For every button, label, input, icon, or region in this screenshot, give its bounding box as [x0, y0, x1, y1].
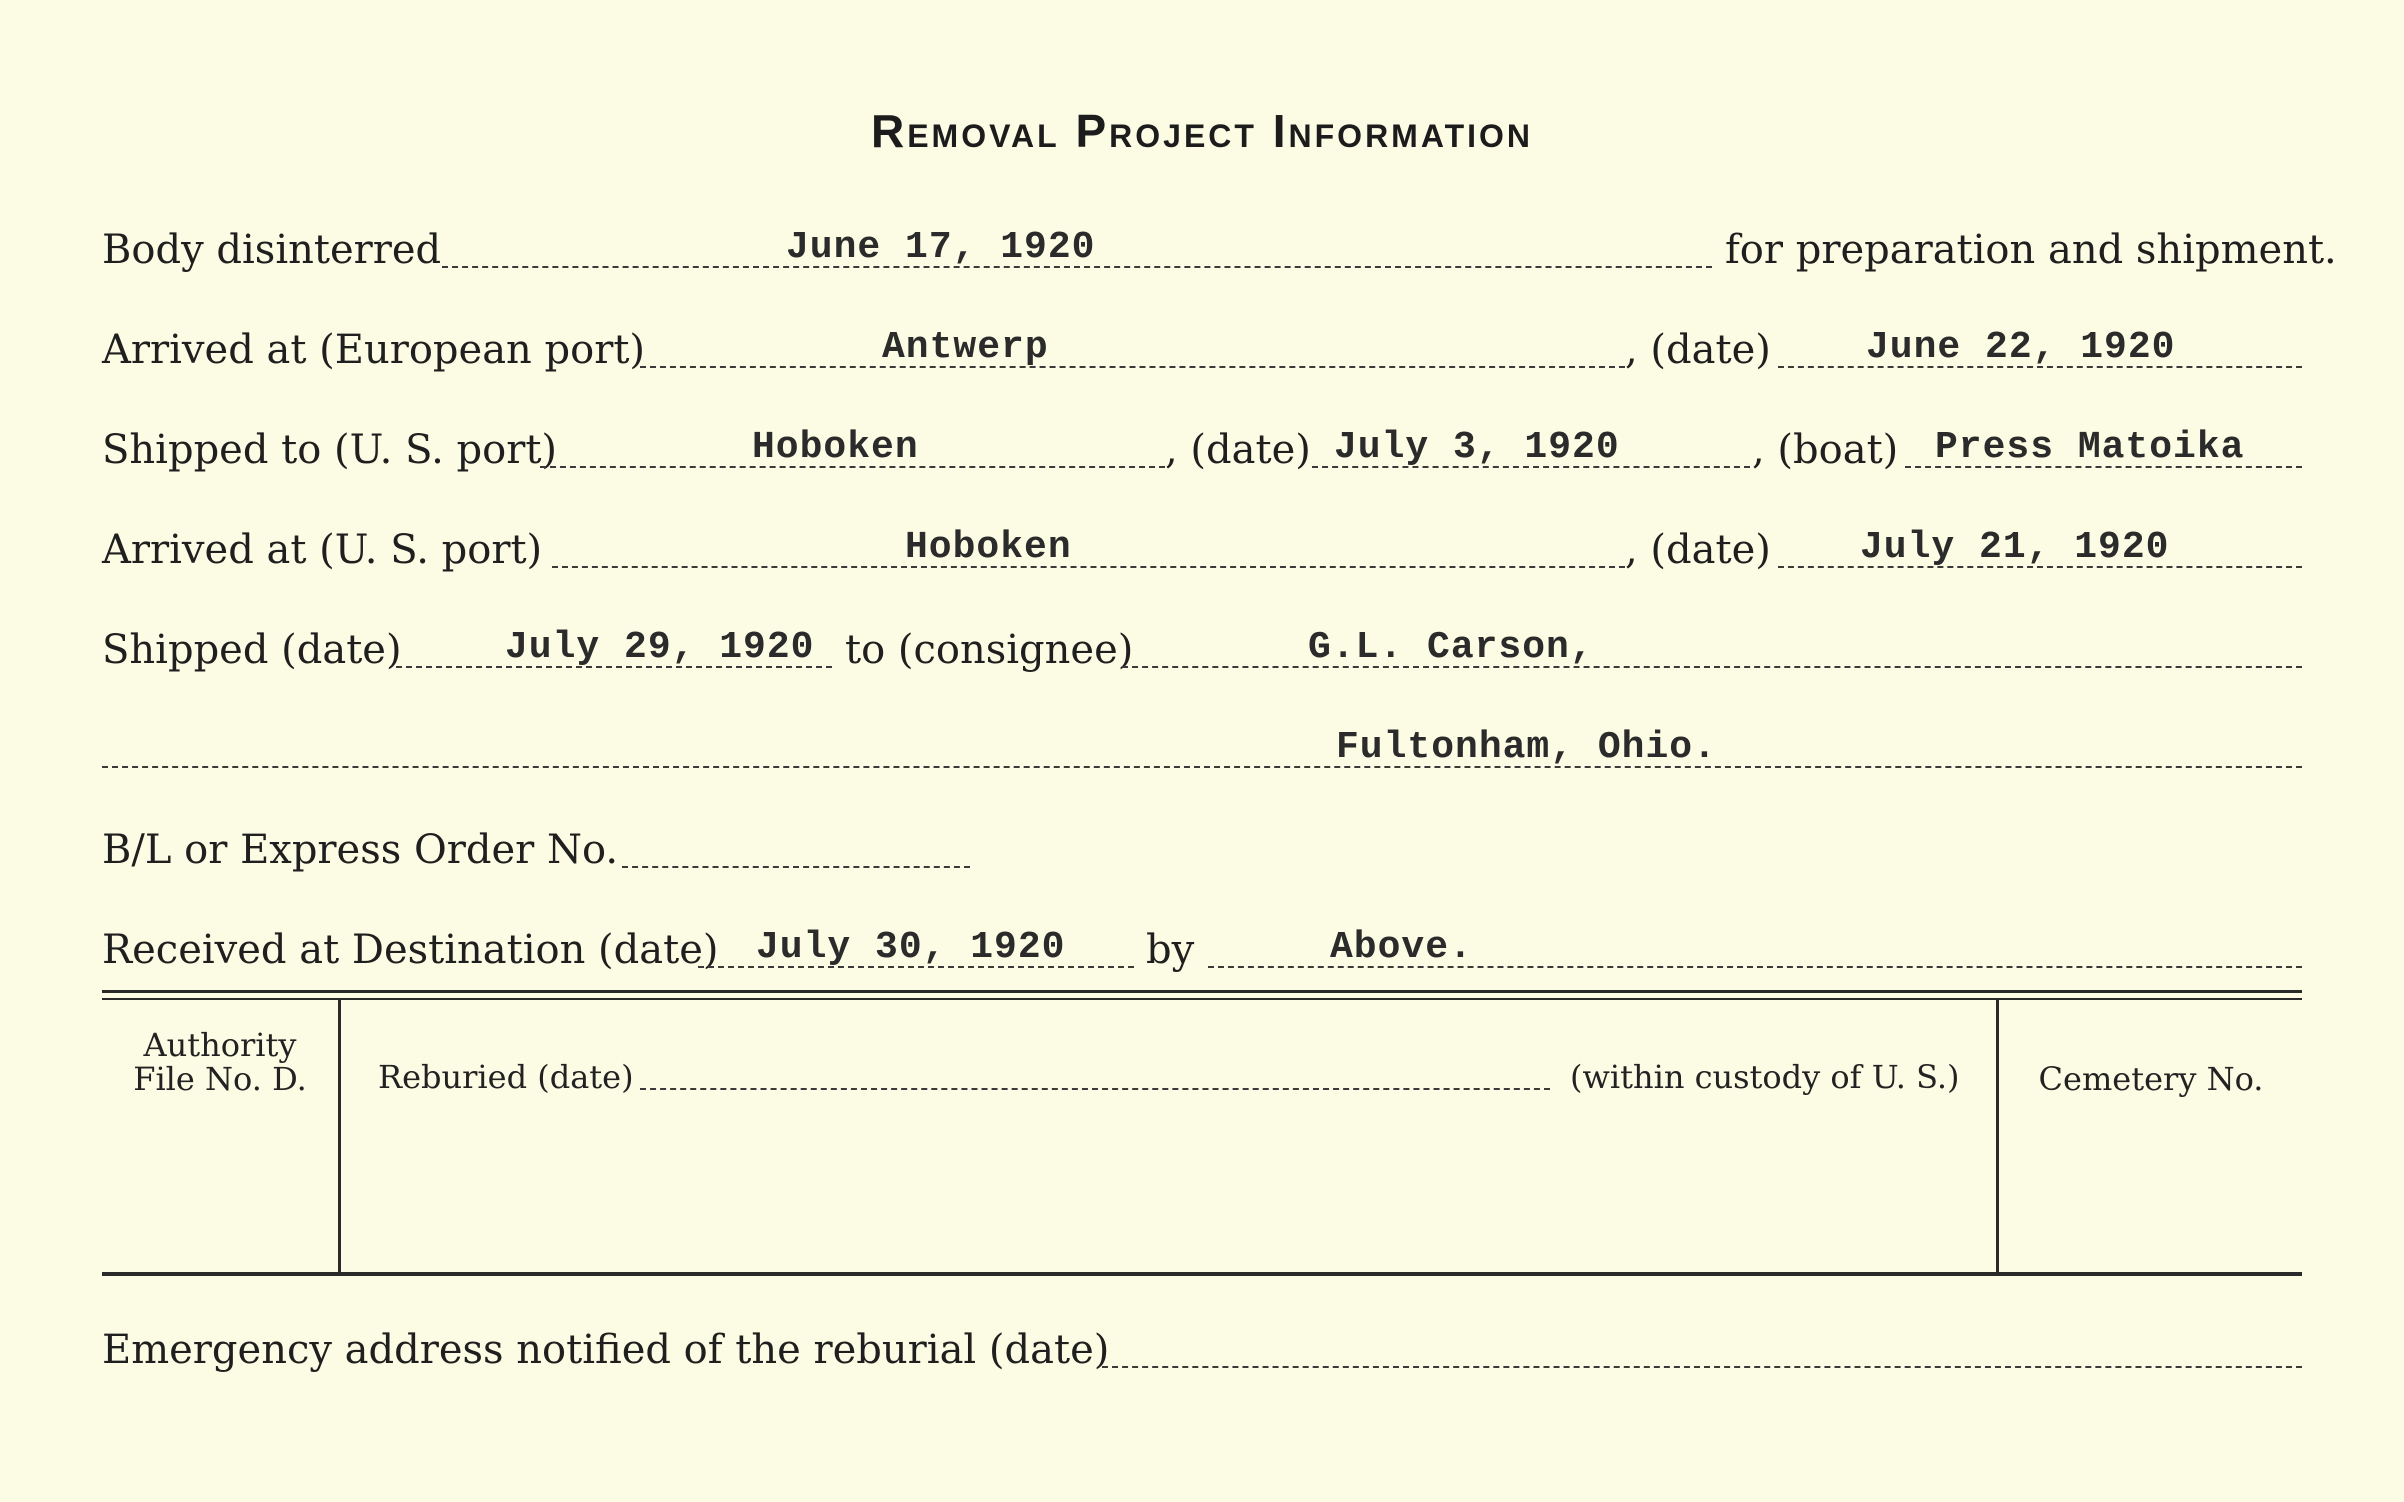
shipped-us-boat-label: , (boat): [1752, 427, 1899, 473]
consignee-name: G.L. Carson,: [1308, 626, 1594, 669]
dotted-line: [640, 366, 1625, 368]
row-received: [0, 920, 2404, 980]
shipped-us-boat: Press Matoika: [1935, 426, 2245, 469]
received-date: July 30, 1920: [756, 926, 1066, 969]
dotted-line: [1102, 1366, 2302, 1368]
received-by-label: by: [1146, 927, 1195, 973]
reburied-label: Reburied (date): [378, 1058, 634, 1096]
shipped-us-date: July 3, 1920: [1334, 426, 1620, 469]
table-divider-right: [1996, 1000, 1999, 1272]
shipped-date: July 29, 1920: [505, 626, 815, 669]
table-divider-left: [338, 1000, 341, 1272]
row-arrived-european: [0, 320, 2404, 380]
consignee-address: Fultonham, Ohio.: [1336, 726, 1717, 769]
row-body-disinterred: [0, 220, 2404, 280]
received-by: Above.: [1330, 926, 1473, 969]
dotted-line: [552, 566, 1625, 568]
emergency-label: Emergency address notified of the reburial (date): [102, 1327, 1110, 1373]
body-disinterred-suffix: for preparation and shipment.: [1725, 227, 2337, 273]
shipped-label: Shipped (date): [102, 627, 402, 673]
received-label: Received at Destination (date): [102, 927, 719, 973]
arrived-european-date-label: , (date): [1625, 327, 1771, 373]
row-arrived-us: [0, 520, 2404, 580]
arrived-european-date: June 22, 1920: [1866, 326, 2176, 369]
body-disinterred-label: Body disinterred: [102, 227, 442, 273]
authority-label-line-2: File No. D.: [133, 1060, 307, 1098]
arrived-us-date-label: , (date): [1625, 527, 1771, 573]
page-title: Removal Project Information: [870, 105, 1534, 157]
row-shipped-us: [0, 420, 2404, 480]
shipped-us-date-label: , (date): [1165, 427, 1311, 473]
arrived-european-port: Antwerp: [882, 326, 1049, 369]
arrived-us-port: Hoboken: [905, 526, 1072, 569]
arrived-european-label: Arrived at (European port): [102, 327, 646, 373]
bl-order-label: B/L or Express Order No.: [102, 827, 619, 873]
dotted-line: [622, 866, 970, 868]
authority-label-line-1: Authority: [143, 1026, 297, 1064]
table-bottom-rule: [102, 1272, 2302, 1276]
dotted-line: [640, 1088, 1550, 1090]
row-emergency: [0, 1320, 2404, 1380]
custody-label: (within custody of U. S.): [1570, 1058, 1960, 1096]
dotted-line: [1122, 666, 2302, 668]
authority-label: [102, 1028, 338, 1096]
row-bl-order: [0, 820, 2404, 880]
dotted-line: [102, 766, 2302, 768]
cemetery-label: Cemetery No.: [2038, 1060, 2264, 1098]
body-disinterred-value: June 17, 1920: [786, 226, 1096, 269]
consignee-label: to (consignee): [845, 627, 1134, 673]
shipped-us-label: Shipped to (U. S. port): [102, 427, 557, 473]
row-address: [0, 720, 2404, 780]
table-top-rule-inner: [102, 998, 2302, 1000]
row-shipped: [0, 620, 2404, 680]
shipped-us-port: Hoboken: [752, 426, 919, 469]
table-top-rule: [102, 990, 2302, 993]
arrived-us-date: July 21, 1920: [1860, 526, 2170, 569]
arrived-us-label: Arrived at (U. S. port): [102, 527, 543, 573]
